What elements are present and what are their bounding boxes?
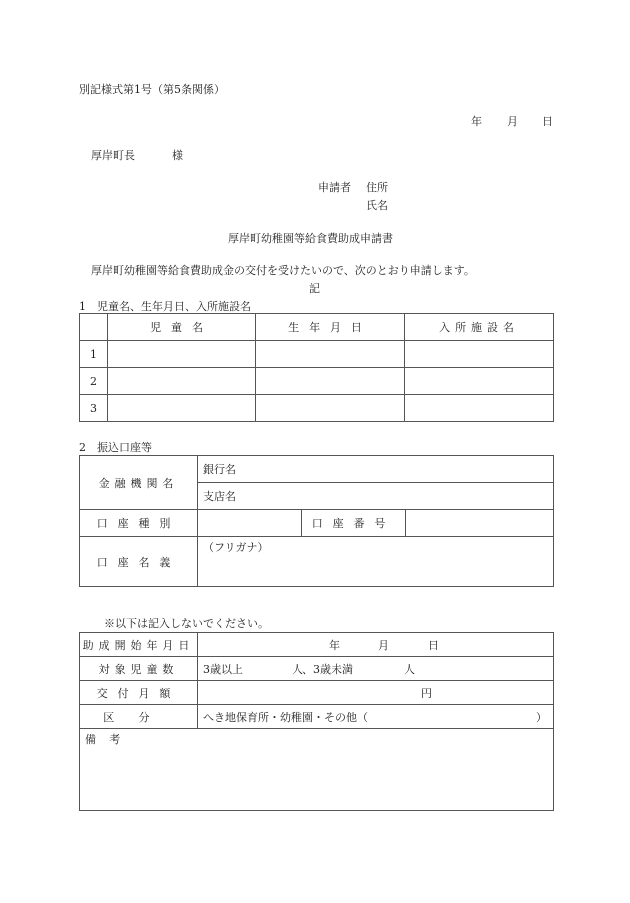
table-row <box>80 395 554 422</box>
monthly-amount-label: 交付月額 <box>80 681 198 705</box>
start-date-month: 月 <box>378 639 389 652</box>
applicant-name-label: 氏名 <box>366 199 388 212</box>
date-day-label: 日 <box>542 115 553 128</box>
birthdate-cell[interactable] <box>256 395 405 422</box>
account-type-field[interactable] <box>198 510 302 537</box>
facility-cell[interactable] <box>405 368 554 395</box>
furigana-label: （フリガナ） <box>203 541 269 554</box>
addressee-honorific: 様 <box>172 149 183 162</box>
bank-table <box>79 455 554 587</box>
account-type-label: 口座種別 <box>80 510 198 537</box>
header-facility: 入所施設名 <box>405 314 554 341</box>
table-row <box>80 341 554 368</box>
form-number: 別記様式第1号（第5条関係） <box>79 83 225 96</box>
remarks-label: 備考 <box>85 733 134 746</box>
office-use-note: ※以下は記入しないでください。 <box>104 617 269 630</box>
birthdate-cell[interactable] <box>256 368 405 395</box>
category-field[interactable] <box>198 705 554 729</box>
row-number: 1 <box>80 341 108 368</box>
under3-unit: 人 <box>404 663 415 676</box>
category-label: 区分 <box>80 705 198 729</box>
header-birthdate: 生年月日 <box>256 314 405 341</box>
date-year-label: 年 <box>471 115 482 128</box>
account-holder-field[interactable] <box>198 537 554 587</box>
table-row <box>80 368 554 395</box>
header-child-name: 児童名 <box>108 314 256 341</box>
row-number: 2 <box>80 368 108 395</box>
section1-heading: 1 児童名、生年月日、入所施設名 <box>79 300 251 313</box>
yen-label: 円 <box>421 687 432 700</box>
intro-text: 厚岸町幼稚園等給食費助成金の交付を受けたいので、次のとおり申請します。 <box>91 264 475 277</box>
account-number-field[interactable] <box>406 510 554 537</box>
monthly-amount-field[interactable] <box>198 681 554 705</box>
facility-cell[interactable] <box>405 341 554 368</box>
document-title: 厚岸町幼稚園等給食費助成申請書 <box>228 232 393 245</box>
children-count-field[interactable] <box>198 657 554 681</box>
over3-unit: 人 <box>292 663 303 676</box>
account-holder-label: 口座名義 <box>80 537 198 587</box>
branch-name-label: 支店名 <box>203 490 236 503</box>
child-name-cell[interactable] <box>108 395 256 422</box>
applicant-address-label: 住所 <box>366 181 388 194</box>
child-name-cell[interactable] <box>108 368 256 395</box>
birthdate-cell[interactable] <box>256 341 405 368</box>
header-blank <box>80 314 108 341</box>
children-table-header <box>80 314 554 341</box>
office-use-table <box>79 632 554 811</box>
row-number: 3 <box>80 395 108 422</box>
category-close: ） <box>536 711 547 724</box>
children-table <box>79 313 554 422</box>
start-date-day: 日 <box>428 639 439 652</box>
bank-name-label: 銀行名 <box>203 463 236 476</box>
child-name-cell[interactable] <box>108 341 256 368</box>
facility-cell[interactable] <box>405 395 554 422</box>
section2-heading: 2 振込口座等 <box>79 441 152 454</box>
start-date-year: 年 <box>329 639 340 652</box>
branch-name-field[interactable] <box>198 483 554 510</box>
addressee-title: 厚岸町長 <box>91 149 135 162</box>
category-value: へき地保育所・幼稚園・その他（ <box>203 711 368 724</box>
institution-label: 金融機関名 <box>80 456 198 510</box>
remarks-field[interactable] <box>80 729 554 811</box>
under3-label: 、3歳未満 <box>302 663 353 676</box>
start-date-label: 助成開始年月日 <box>80 633 198 657</box>
bank-name-field[interactable] <box>198 456 554 483</box>
children-count-label: 対象児童数 <box>80 657 198 681</box>
ki-label: 記 <box>309 282 320 295</box>
account-number-label: 口座番号 <box>302 510 406 537</box>
date-month-label: 月 <box>507 115 518 128</box>
over3-label: 3歳以上 <box>203 663 243 676</box>
applicant-label: 申請者 <box>318 181 351 194</box>
start-date-field[interactable] <box>198 633 554 657</box>
